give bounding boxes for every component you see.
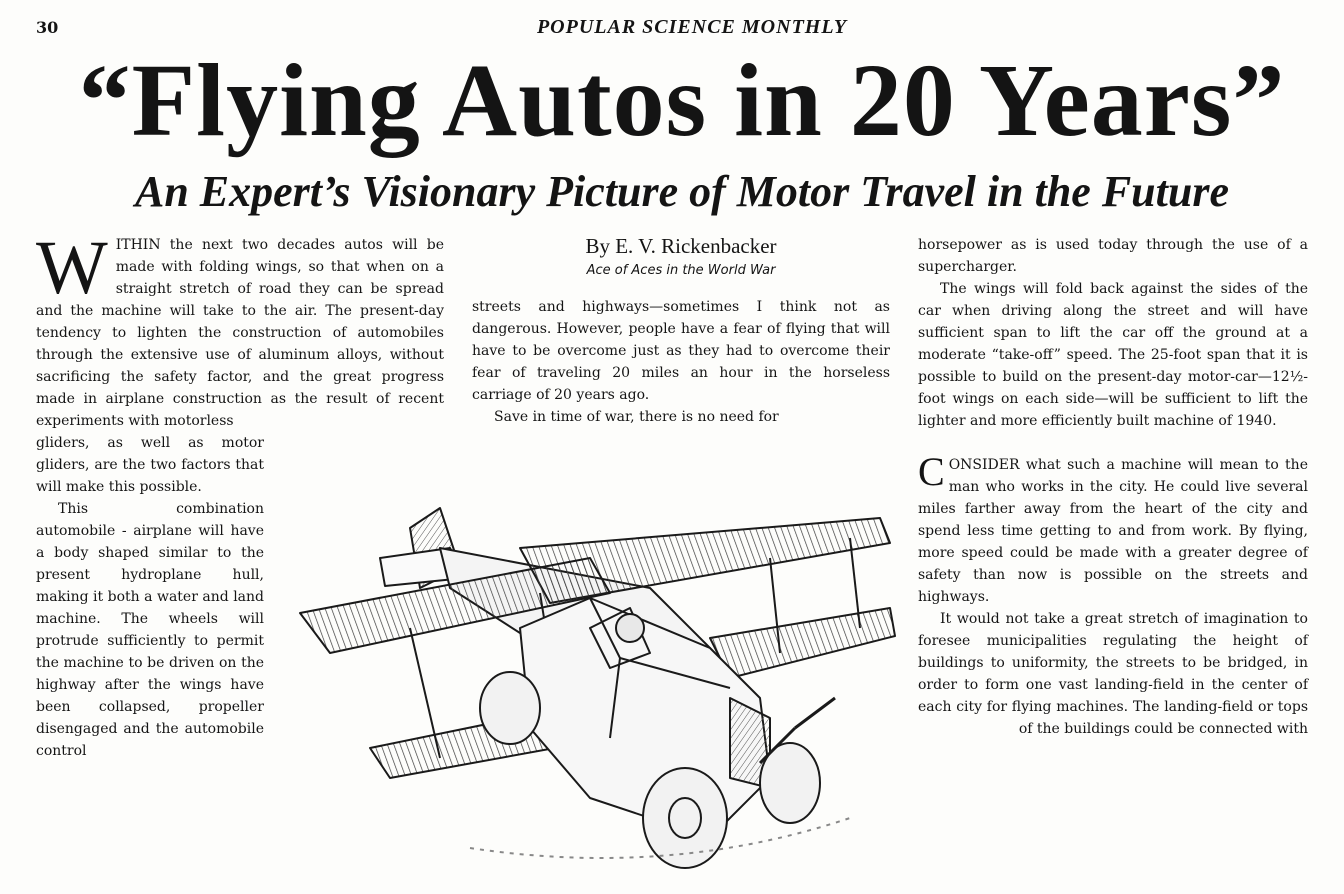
paragraph-gliders: gliders, as well as motor gliders, are the two factors that will make this possible. [36, 435, 264, 495]
paragraph-streets: streets and highways—sometimes I think not as dangerous. However, people have a fear of flying that will have to be overcome just as they had to overcome their fear of traveling 20 miles an hour in the horseless carriage of 20 years ago. [472, 299, 890, 403]
paragraph-consider: CONSIDER what such a machine will mean to the man who works in the city. He could live several miles farther away from the heart of the city and spend less time getting to and from work. By flying, more speed could be made with a greater degree of safety than now is possible on the streets and highways. [918, 449, 1308, 605]
text-column-2 [472, 234, 890, 428]
byline: By E. V. Rickenbacker [585, 234, 777, 258]
running-head: POPULAR SCIENCE MONTHLY [536, 16, 848, 38]
paragraph-horsepower: horsepower as is used today through the use of a supercharger. [918, 237, 1308, 275]
article-headline: “Flying Autos in 20 Years” [78, 43, 1286, 158]
paragraph-war: Save in time of war, there is no need for [494, 409, 779, 425]
byline-subtitle: Ace of Aces in the World War [586, 263, 776, 278]
article-subhead: An Expert’s Visionary Picture of Motor Travel in the Future [134, 167, 1229, 216]
paragraph-combination: This combination automobile - airplane will have a body shaped similar to the present hydroplane hull, making it both a water and land machine. The wheels will protrude sufficiently to permit the machine to be driven on the highway after the wings have been collapsed, propeller disengaged and the automobile control [36, 501, 264, 759]
page-number: 30 [36, 18, 59, 37]
flying-auto-illustration [290, 478, 902, 886]
drop-cap: C [918, 449, 945, 494]
drop-cap: W [36, 226, 108, 310]
text-column-3 [918, 234, 1308, 740]
opening-paragraph [36, 226, 444, 432]
opening-text: ITHIN the next two decades autos will be made with folding wings, so that when on a straight stretch of road they can be spread and the machine will take to the air. The present-day tendency to lighten the construction of automobiles through the extensive use of aluminum alloys, without sacrificing the safety factor, and the great progress made in airplane construction as the result of recent experiments with motorless [36, 237, 444, 429]
paragraph-imagination: It would not take a great stretch of imagination to foresee municipalities regulating the height of buildings to uniformity, the streets to be bridged, in order to form one vast landing-field in the center of each city for flying machines. The landing-field or tops of the buildings could be connected with [918, 611, 1308, 737]
paragraph-wings: The wings will fold back against the sides of the car when driving along the street and will have sufficient span to lift the car off the ground at a moderate “take-off” speed. The 25-foot span that it is possible to build on the present-day motor-car—12½-foot wings on each side—will be sufficient to lift the lighter and more efficiently built machine of 1940. [918, 281, 1308, 429]
